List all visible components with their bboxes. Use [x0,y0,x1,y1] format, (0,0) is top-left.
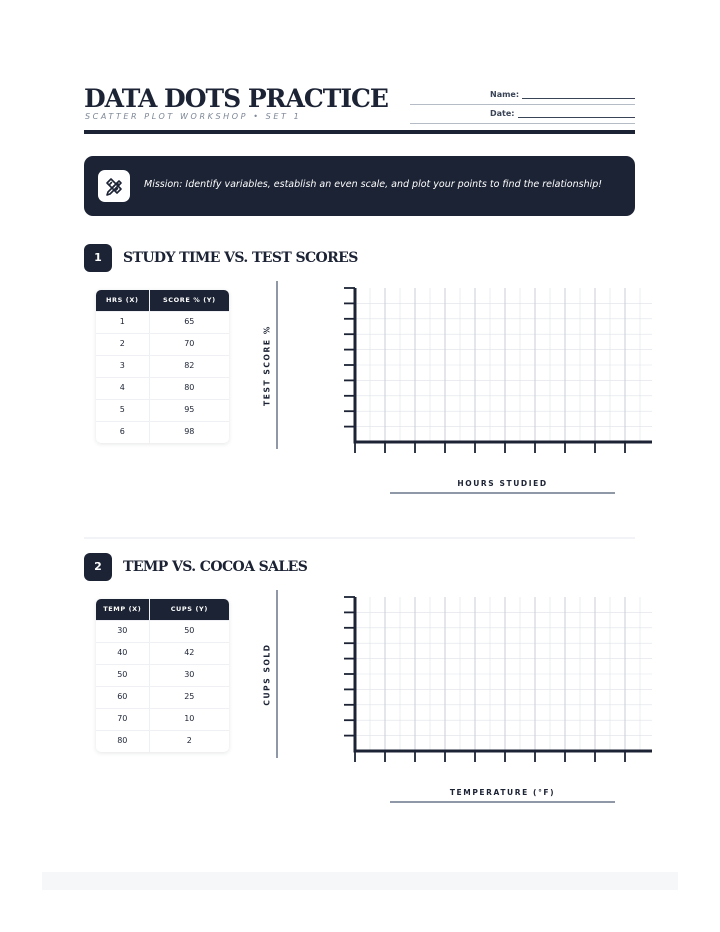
table-row [96,686,229,708]
column-header: TEMP (X) [96,599,150,620]
table-row [96,730,229,752]
data-table-cocoa [96,599,229,752]
mission-text: Mission: Identify variables, establish an even scale, and plot your points to find the relationship! [144,179,603,190]
table-cell: 50 [96,665,150,686]
x-axis-label-rule [390,492,615,494]
table-cell: 1 [96,312,150,333]
table-row [96,377,229,399]
table-row [96,642,229,664]
name-label: Name: [490,90,520,99]
table-cell: 5 [96,400,150,421]
section-number-badge: 2 [84,553,112,581]
x-axis-label-rule [390,801,615,803]
table-row [96,311,229,333]
table-cell: 60 [96,687,150,708]
data-table-study [96,290,229,443]
column-header: HRS (X) [96,290,150,311]
table-cell: 65 [184,317,195,326]
table-cell: 42 [184,648,195,657]
table-cell: 80 [184,383,195,392]
footer-band [42,872,678,890]
table-row [96,333,229,355]
header-divider [410,123,635,124]
table-cell: 6 [96,422,150,443]
table-cell: 2 [186,736,192,745]
column-header: SCORE % (Y) [162,296,216,304]
section-title: TEMP VS. COCOA SALES [123,559,308,575]
table-cell: 2 [96,334,150,355]
table-cell: 10 [184,714,195,723]
section-number-badge: 1 [84,244,112,272]
table-cell: 40 [96,643,150,664]
table-cell: 30 [184,670,195,679]
graph-grid[interactable] [340,280,658,456]
table-cell: 3 [96,356,150,377]
axis-ticks [344,288,652,453]
table-row [96,708,229,730]
table-cell: 25 [184,692,195,701]
table-row [96,664,229,686]
table-row [96,399,229,421]
date-label: Date: [490,109,515,118]
mission-banner [84,156,635,216]
graph-grid[interactable] [340,589,658,765]
table-cell: 4 [96,378,150,399]
table-cell: 95 [184,405,195,414]
table-cell: 98 [184,427,195,436]
header-divider [410,104,635,105]
table-cell: 70 [96,709,150,730]
table-cell: 70 [184,339,195,348]
table-cell: 80 [96,731,150,752]
table-header-row [96,290,229,311]
table-row [96,620,229,642]
table-cell: 50 [184,626,195,635]
section-title: STUDY TIME VS. TEST SCORES [123,250,358,266]
y-axis-label-rule [276,590,278,758]
table-cell: 82 [184,361,195,370]
table-header-row [96,599,229,620]
y-axis-label: TEST SCORE % [262,325,272,406]
column-header: CUPS (Y) [170,605,208,613]
table-cell: 30 [96,621,150,642]
y-axis-label: CUPS SOLD [262,643,272,706]
header-rule [84,130,635,134]
x-axis-label: HOURS STUDIED [457,479,548,488]
grid-lines [355,597,652,751]
section-divider [84,537,635,539]
table-row [96,355,229,377]
date-field[interactable] [518,117,635,118]
axis-ticks [344,597,652,762]
x-axis-label: TEMPERATURE (°F) [449,788,556,797]
table-row [96,421,229,443]
pencil-ruler-icon [98,170,130,202]
y-axis-label-rule [276,281,278,449]
grid-lines [355,288,652,442]
page-subtitle: SCATTER PLOT WORKSHOP • SET 1 [85,112,302,121]
name-field[interactable] [522,98,635,99]
page-title: DATA DOTS PRACTICE [84,84,388,113]
